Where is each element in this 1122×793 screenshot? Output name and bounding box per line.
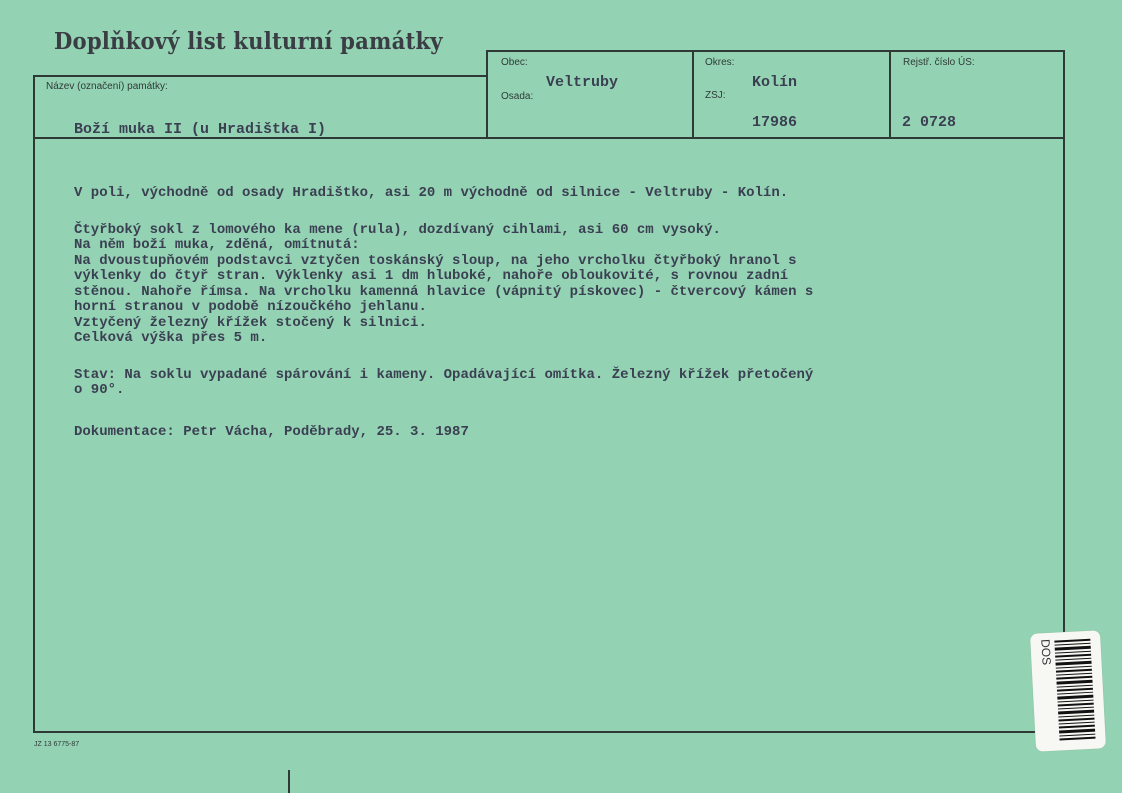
rejstrik-label: Rejstř. číslo ÚS:	[903, 57, 975, 68]
barcode-sticker	[1030, 630, 1106, 752]
form-title: Doplňkový list kulturní památky	[54, 28, 443, 55]
footer-print-code: JZ 13 6775-87	[34, 741, 80, 748]
rejstrik-value: 2 0728	[902, 114, 957, 131]
left-frame-rule	[33, 75, 35, 733]
description-line: Vztyčený železný křížek stočený k silnici.	[74, 314, 427, 331]
osada-label: Osada:	[501, 91, 534, 102]
header-top-rule	[486, 50, 1065, 52]
description-line: Na něm boží muka, zděná, omítnutá:	[74, 237, 360, 253]
okres-label: Okres:	[705, 57, 735, 68]
divider-okres	[692, 50, 694, 139]
divider-obec	[486, 50, 488, 139]
description-line: Na dvoustupňovém podstavci vztyčen toskánský sloup, na jeho vrcholku čtyřboký hranol s	[74, 252, 797, 269]
barcode-icon	[1054, 639, 1099, 741]
sticker-label: DOS	[1038, 638, 1054, 666]
okres-value: Kolín	[752, 74, 798, 91]
zsj-value: 17986	[752, 114, 798, 131]
description-line: horní stranou v podobě nízoučkého jehlanu.	[74, 299, 427, 315]
right-frame-rule	[1063, 50, 1065, 733]
divider-rejstrik	[889, 50, 891, 139]
bottom-frame-rule	[33, 731, 1065, 733]
description-line: Čtyřboký sokl z lomového ka mene (rula), dozdívaný cihlami, asi 60 cm vysoký.	[74, 221, 721, 238]
description-line: stěnou. Nahoře římsa. Na vrcholku kamenná hlavice (vápnitý pískovec) - čtvercový kámen s	[74, 283, 814, 300]
zsj-label: ZSJ:	[705, 90, 726, 101]
location-line: V poli, východně od osady Hradištko, asi 20 m východně od silnice - Veltruby - Kolín.	[74, 185, 789, 201]
obec-label: Obec:	[501, 57, 528, 68]
name-box-top-rule	[33, 75, 488, 77]
name-label: Název (označení) památky:	[46, 81, 168, 92]
condition-line: o 90°.	[74, 382, 125, 398]
condition-line: Stav: Na soklu vypadané spárování i kameny. Opadávající omítka. Železný křížek přetočený	[74, 366, 814, 383]
description-line: Celková výška přes 5 m.	[74, 330, 268, 346]
monument-name: Boží muka II (u Hradištka I)	[74, 121, 327, 138]
obec-value: Veltruby	[546, 74, 619, 91]
documentation-line: Dokumentace: Petr Vácha, Poděbrady, 25. 3. 1987	[74, 423, 469, 440]
description-line: výklenky do čtyř stran. Výklenky asi 1 dm hluboké, nahoře obloukovité, s rovnou zadní	[74, 268, 789, 284]
bottom-tick	[288, 770, 290, 793]
description-body	[74, 186, 813, 440]
